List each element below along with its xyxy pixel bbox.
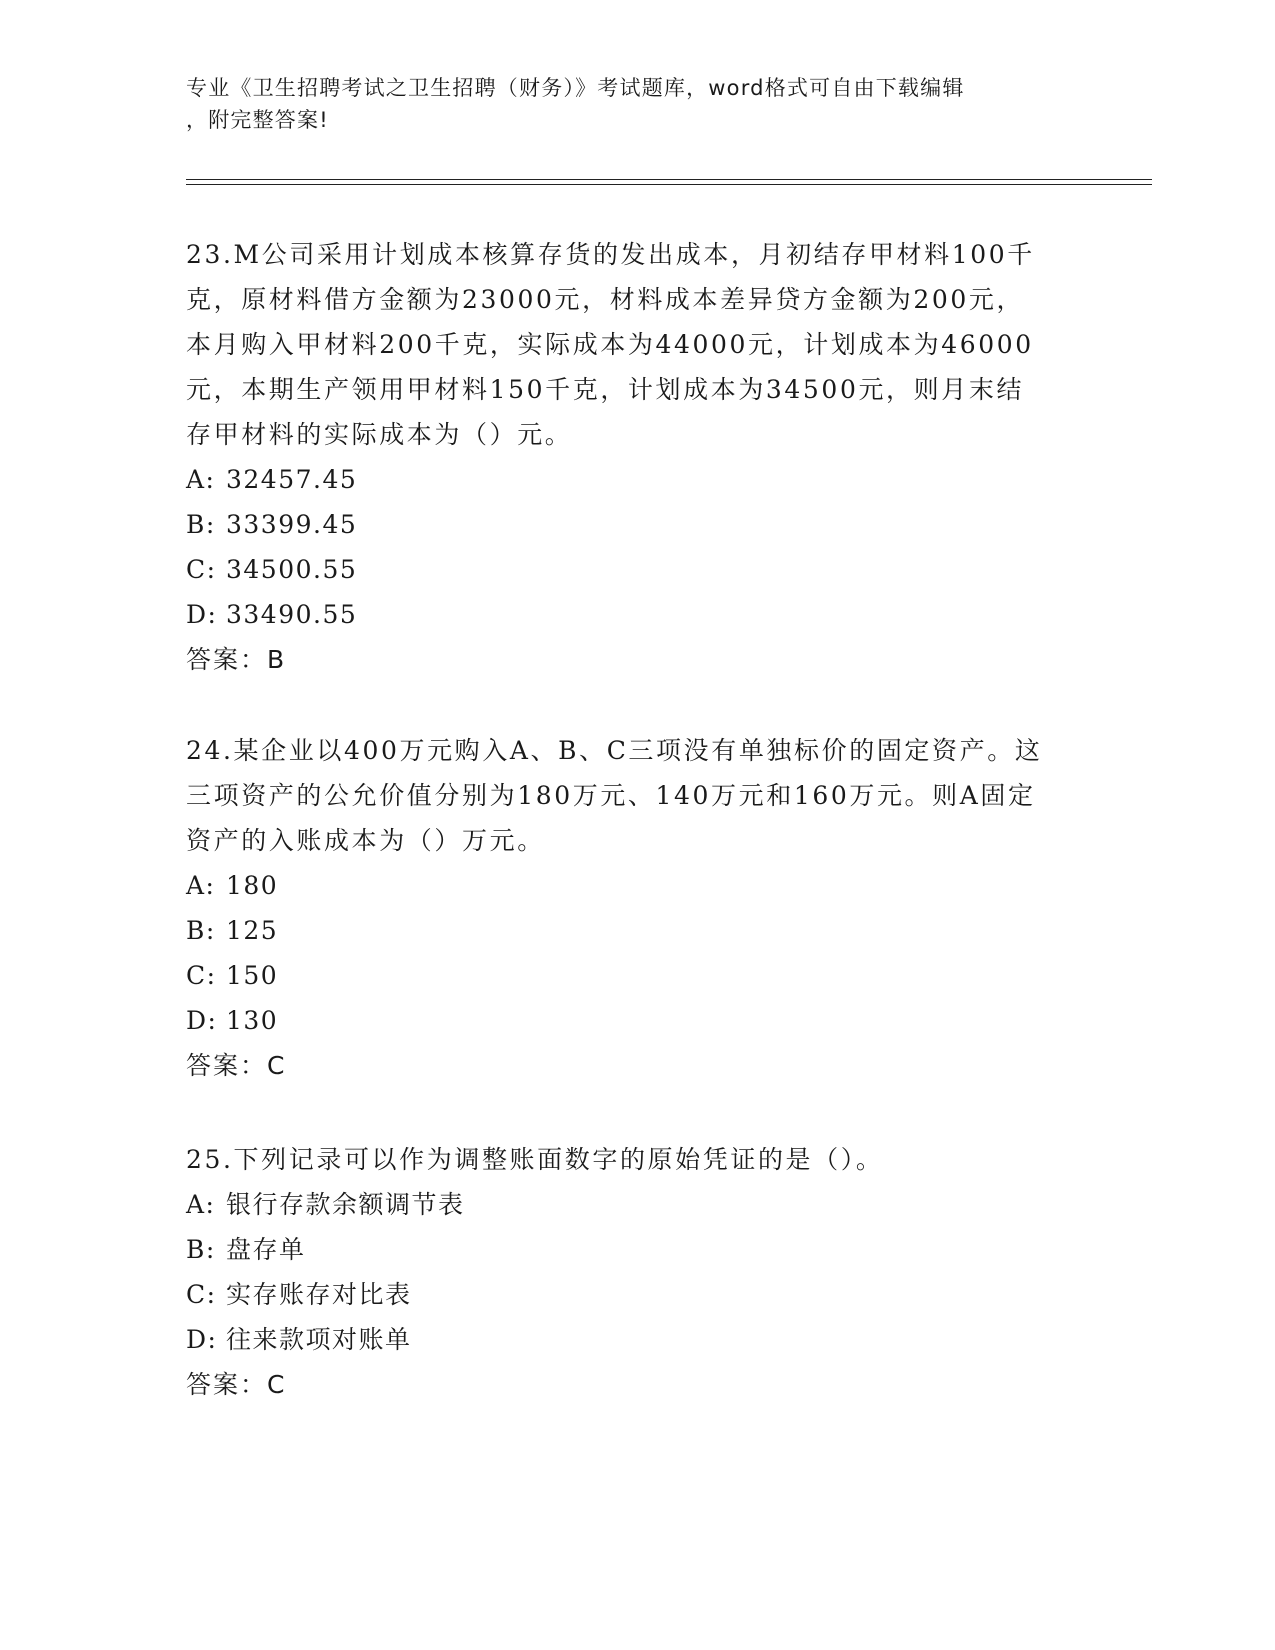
answer-text: 答案：B [186,645,287,674]
question-stem-line: 元，本期生产领用甲材料150千克，计划成本为34500元，则月末结 [186,375,1025,404]
option-text: 33490.55 [226,600,358,629]
option-a [186,863,1086,908]
option-a [186,1182,1086,1227]
option-text: 32457.45 [226,465,358,494]
answer-text: 答案：C [186,1370,287,1399]
option-key: B: [186,510,216,539]
document-header [186,72,1066,136]
header-divider-bottom [186,184,1152,185]
option-text: 130 [226,1006,279,1035]
question-23 [186,232,1086,682]
option-text: 往来款项对账单 [226,1325,412,1354]
option-text: 125 [226,916,279,945]
question-25 [186,1137,1086,1407]
option-key: B: [186,916,216,945]
option-key: D: [186,1325,218,1354]
option-text: 33399.45 [226,510,358,539]
question-stem-line: 资产的入账成本为（）万元。 [186,826,545,855]
option-text: 180 [226,871,279,900]
question-stem [186,1137,1086,1182]
option-key: D: [186,1006,218,1035]
option-text: 34500.55 [226,555,358,584]
option-key: B: [186,1235,216,1264]
question-stem-line: 三项资产的公允价值分别为180万元、140万元和160万元。则A固定 [186,781,1036,810]
option-text: 银行存款余额调节表 [226,1190,465,1219]
question-stem [186,232,1086,457]
question-stem-line: 25.下列记录可以作为调整账面数字的原始凭证的是（）。 [186,1145,884,1174]
question-24 [186,728,1086,1088]
question-stem-line: 存甲材料的实际成本为（）元。 [186,420,573,449]
option-key: C: [186,961,217,990]
option-c [186,547,1086,592]
option-b [186,502,1086,547]
option-text: 实存账存对比表 [226,1280,412,1309]
header-text-line-2: ，附完整答案! [186,108,329,132]
header-divider-top [186,179,1152,180]
option-b [186,1227,1086,1272]
question-stem-line: 克，原材料借方金额为23000元，材料成本差异贷方金额为200元， [186,285,1025,314]
option-key: C: [186,555,217,584]
option-key: A: [186,871,216,900]
answer-text: 答案：C [186,1051,287,1080]
option-c [186,953,1086,998]
option-key: C: [186,1280,217,1309]
question-stem-line: 23.M公司采用计划成本核算存货的发出成本，月初结存甲材料100千 [186,240,1035,269]
option-key: A: [186,465,216,494]
question-stem-line: 本月购入甲材料200千克，实际成本为44000元，计划成本为46000 [186,330,1034,359]
option-a [186,457,1086,502]
option-d [186,592,1086,637]
question-stem-line: 24.某企业以400万元购入A、B、C三项没有单独标价的固定资产。这 [186,736,1043,765]
question-stem [186,728,1086,863]
option-d [186,1317,1086,1362]
option-text: 盘存单 [226,1235,306,1264]
option-d [186,998,1086,1043]
option-c [186,1272,1086,1317]
option-b [186,908,1086,953]
header-text-line-1: 专业《卫生招聘考试之卫生招聘（财务）》考试题库，word格式可自由下载编辑 [186,76,965,100]
option-key: D: [186,600,218,629]
option-text: 150 [226,961,279,990]
option-key: A: [186,1190,216,1219]
